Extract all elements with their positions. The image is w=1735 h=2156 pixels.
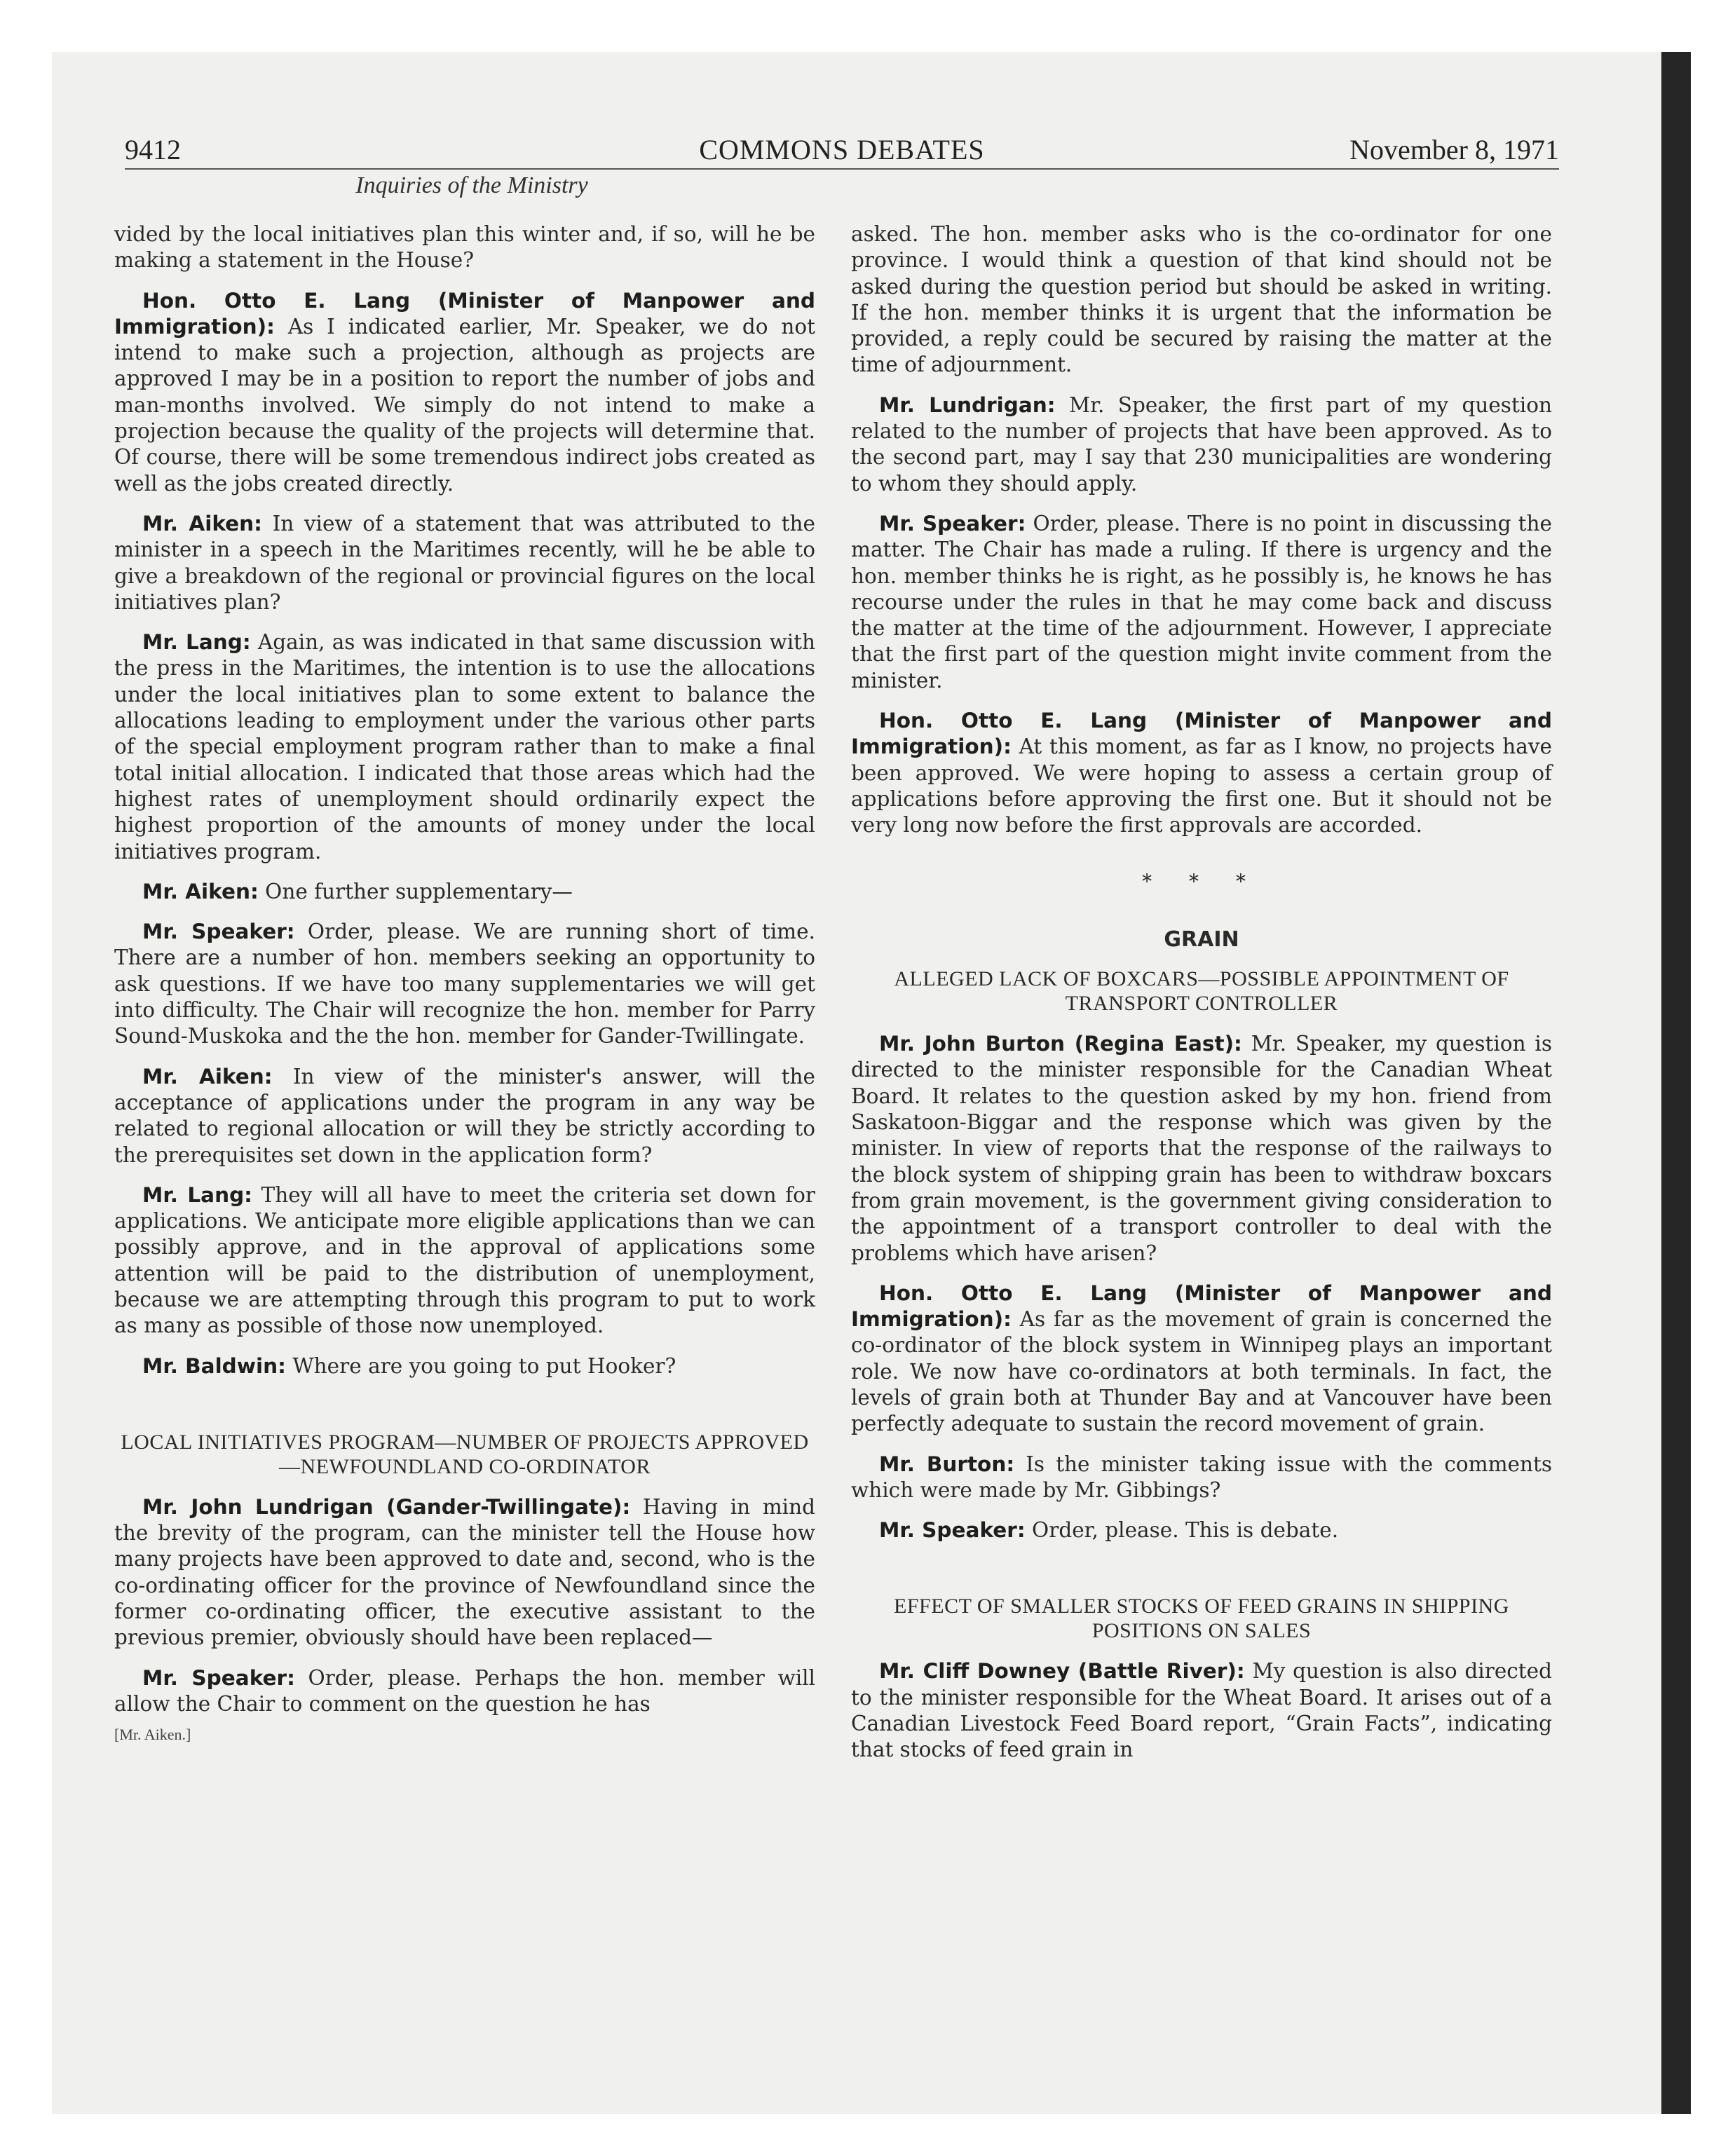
paragraph (851, 1517, 1552, 1543)
section-heading: ALLEGED LACK OF BOXCARS—POSSIBLE APPOINTMENT OF TRANSPORT CONTROLLER (894, 967, 1509, 1016)
publication-date: November 8, 1971 (1349, 134, 1559, 165)
paragraph (114, 919, 815, 1049)
page-footer-note: [Mr. Aiken.] (114, 1726, 191, 1744)
paragraph (114, 1353, 815, 1379)
speaker-name: Hon. Otto E. Lang (Minister of Manpower and Immigration): (114, 288, 815, 339)
speech-text: Order, please. There is no point in discussing the matter. The Chair has made a ruling. If there is urgency and the hon. member thinks he is right, as he possibly is, he knows he has recourse under the rules in that he may come back and discuss the matter at the time of the adjournment. However, I appreciate that the first part of the question might invite comment from the minister. (851, 511, 1552, 692)
section-heading: EFFECT OF SMALLER STOCKS OF FEED GRAINS IN SHIPPING POSITIONS ON SALES (894, 1595, 1509, 1643)
speech-text: Order, please. This is debate. (1032, 1518, 1339, 1543)
paragraph: vided by the local initiatives plan this winter and, if so, will he be making a statement in the House? (114, 222, 815, 273)
speech-text: Order, please. Perhaps the hon. member will allow the Chair to comment on the question he has (114, 1665, 815, 1716)
paragraph (114, 1665, 815, 1718)
speech-text: At this moment, as far as I know, no projects have been approved. We were hoping to assess a certain group of applications before approving the first one. But it should not be very long now before the first approvals are accorded. (851, 735, 1552, 838)
speaker-name: Mr. Speaker: (142, 920, 295, 944)
speech-text: Again, as was indicated in that same discussion with the press in the Maritimes, the intention is to use the allocations under the local initiatives plan to some extent to balance the allocations leading to employment under the various other parts of the special employment program rather than to make a final total initial allocation. I indicated that those areas which had the highest rates of unemployment should ordinarily expect the highest proportion of the amounts of money under the local initiatives program. (114, 630, 815, 864)
speaker-name: Hon. Otto E. Lang (Minister of Manpower and Immigration): (851, 709, 1552, 759)
speech-text: In view of a statement that was attributed to the minister in a speech in the Maritimes recently, will he be able to give a breakdown of the regional or provincial figures on the local initiatives plan? (114, 511, 815, 614)
section-subheading: Inquiries of the Ministry (355, 172, 588, 198)
speaker-name: Mr. Baldwin: (142, 1353, 286, 1378)
section-heading: LOCAL INITIATIVES PROGRAM—NUMBER OF PROJECTS APPROVED—NEWFOUNDLAND CO-ORDINATOR (121, 1430, 809, 1478)
paragraph (114, 1494, 815, 1651)
speaker-name: Mr. Aiken: (142, 511, 262, 535)
publication-title: COMMONS DEBATES (699, 134, 985, 165)
paragraph (851, 511, 1552, 694)
paragraph (851, 708, 1552, 838)
speaker-name: Mr. Aiken: (142, 1064, 273, 1089)
speaker-name: Mr. Lundrigan: (879, 393, 1056, 417)
paragraph (114, 879, 815, 905)
speaker-name: Mr. Burton: (879, 1452, 1015, 1476)
speaker-name: Hon. Otto E. Lang (Minister of Manpower and Immigration): (851, 1281, 1552, 1332)
paragraph (851, 1658, 1552, 1763)
speaker-name: Mr. John Burton (Regina East): (879, 1032, 1242, 1056)
speech-text: As I indicated earlier, Mr. Speaker, we do not intend to make such a projection, although as projects are approved I may be in a position to report the number of jobs and man-months involved. We simply do not intend to make a projection because the quality of the projects will determine that. Of course, there will be some tremendous indirect jobs created as well as the jobs created directly. (114, 314, 815, 496)
speech-text: My question is also directed to the minister responsible for the Wheat Board. It arises out of a Canadian Livestock Feed Board report, “Grain Facts”, indicating that stocks of feed grain in (851, 1659, 1552, 1762)
paragraph (851, 1031, 1552, 1267)
speech-text: As far as the movement of grain is concerned the co-ordinator of the block system in Winnipeg plays an important role. We now have co-ordinators at both terminals. In fact, the levels of grain both at Thunder Bay and at Vancouver have been perfectly adequate to sustain the record movement of grain. (851, 1307, 1552, 1436)
speech-text: Order, please. We are running short of time. There are a number of hon. members seeking an opportunity to ask questions. If we have too many supplementaries we will get into difficulty. The Chair will recognize the hon. member for Parry Sound-Muskoka and the the hon. member for Gander-Twillingate. (114, 920, 815, 1049)
speaker-name: Mr. Lang: (142, 1182, 252, 1207)
speaker-name: Mr. Speaker: (879, 1518, 1026, 1543)
speech-text: Where are you going to put Hooker? (292, 1353, 676, 1378)
section-divider: * * * (1142, 869, 1261, 893)
page-number: 9412 (125, 134, 181, 165)
speech-text: Is the minister taking issue with the comments which were made by Mr. Gibbings? (851, 1452, 1552, 1502)
speaker-name: Mr. Cliff Downey (Battle River): (879, 1659, 1245, 1684)
paragraph (114, 288, 815, 497)
paragraph (114, 511, 815, 615)
paragraph (851, 393, 1552, 497)
scan-edge (1661, 52, 1691, 2114)
speaker-name: Mr. Lang: (142, 630, 251, 655)
speech-text: In view of the minister's answer, will the acceptance of applications under the program in any way be related to regional allocation or will they be strictly according to the prerequisites set down in the application form? (114, 1064, 815, 1167)
speech-text: One further supplementary— (265, 879, 573, 903)
speech-text: Having in mind the brevity of the program, can the minister tell the House how many projects have been approved to date and, second, who is the co-ordinating officer for the province of Newfoundland since the former co-ordinating officer, the executive assistant to the previous premier, obviously should have been replaced— (114, 1494, 815, 1650)
paragraph (851, 1452, 1552, 1504)
speech-text: Mr. Speaker, the first part of my question related to the number of projects that have been approved. As to the second part, may I say that 230 municipalities are wondering to whom they should apply. (851, 393, 1552, 496)
paragraph: asked. The hon. member asks who is the co-ordinator for one province. I would think a question of that kind should not be asked during the question period but should be asked in writing. If the hon. member thinks it is urgent that the information be provided, a reply could be secured by raising the matter at the time of adjournment. (851, 222, 1552, 377)
speech-text: Mr. Speaker, my question is directed to the minister responsible for the Canadian Wheat Board. It relates to the question asked by my hon. friend from Saskatoon-Biggar and the response which was given by the minister. In view of reports that the response of the railways to the block system of shipping grain has been to withdraw boxcars from grain movement, is the government giving consideration to the appointment of a transport controller to deal with the problems which have arisen? (851, 1032, 1552, 1265)
speech-text: They will all have to meet the criteria set down for applications. We anticipate more eligible applications than we can possibly approve, and in the approval of applications some attention will be paid to the distribution of unemployment, because we are attempting through this program to put to work as many as possible of those now unemployed. (114, 1182, 815, 1338)
subject-heading: GRAIN (1164, 927, 1239, 952)
right-column (851, 221, 1552, 1778)
speaker-name: Mr. John Lundrigan (Gander-Twillingate): (142, 1494, 631, 1519)
paragraph (114, 1064, 815, 1168)
paragraph (851, 1281, 1552, 1438)
speaker-name: Mr. Speaker: (142, 1665, 295, 1690)
left-column (114, 221, 815, 1748)
speaker-name: Mr. Speaker: (879, 511, 1026, 535)
paragraph (114, 629, 815, 865)
speaker-name: Mr. Aiken: (142, 879, 259, 903)
page-header (125, 133, 1559, 170)
paragraph (114, 1182, 815, 1339)
